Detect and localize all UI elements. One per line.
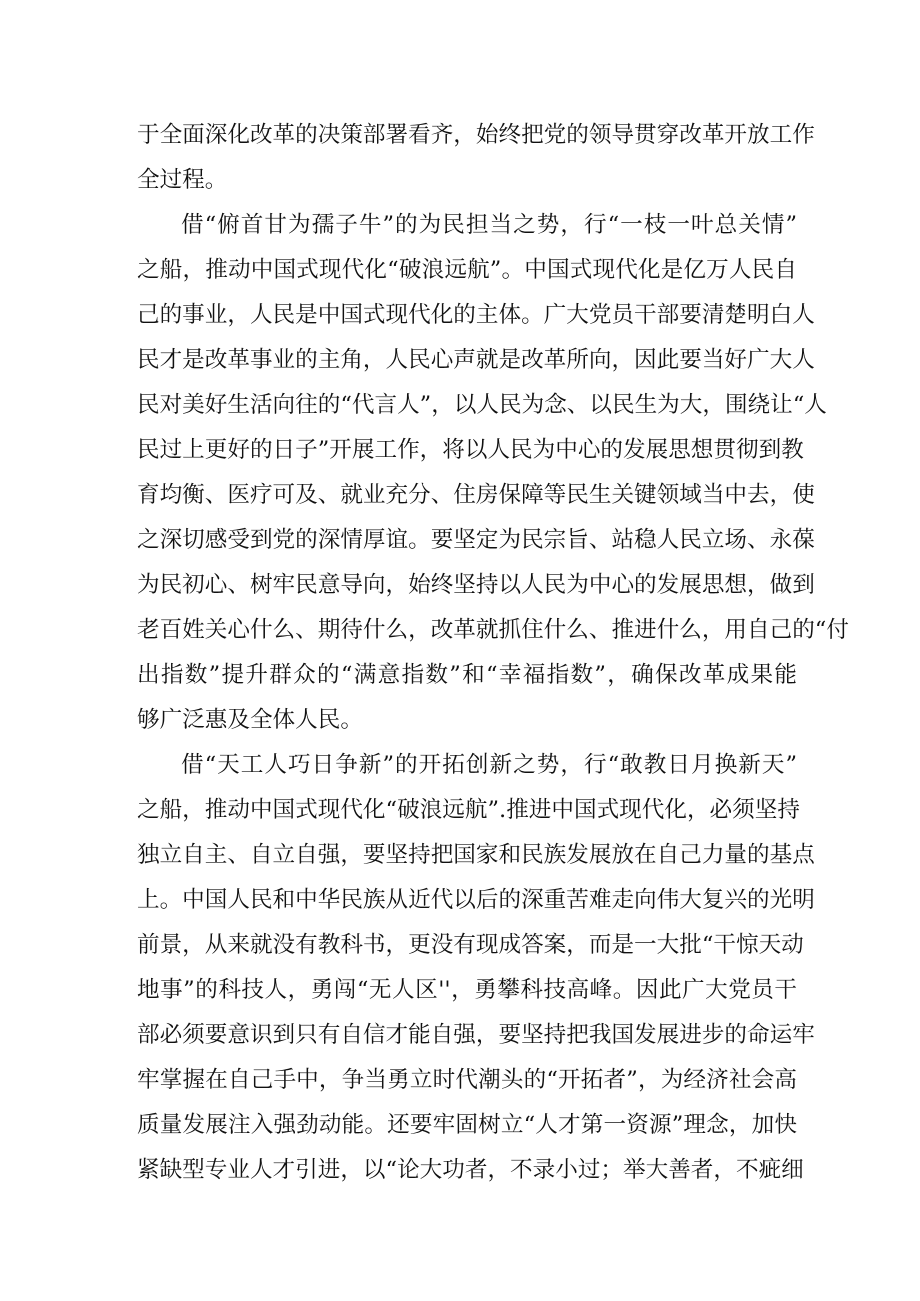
text-line: 上。中国人民和中华民族从近代以后的深重苦难走向伟大复兴的光明 [137, 887, 815, 913]
text-line: 出指数”提升群众的“满意指数”和“幸福指数”，确保改革成果能 [137, 662, 797, 688]
text-line: 之船，推动中国式现代化“破浪远航”.推进中国式现代化，必须坚持 [137, 797, 800, 823]
text-line: 民才是改革事业的主角，人民心声就是改革所向，因此要当好广大人 [137, 347, 815, 373]
text-line: 独立自主、自立自强，要坚持把国家和民族发展放在自己力量的基点 [137, 842, 815, 868]
text-line: 民对美好生活向往的“代言人”，以人民为念、以民生为大，围绕让“人 [137, 392, 827, 418]
text-line: 紧缺型专业人才引进，以“论大功者，不录小过；举大善者，不疵细 [137, 1157, 804, 1183]
text-line: 牢掌握在自己手中，争当勇立时代潮头的“开拓者”，为经济社会高 [137, 1067, 797, 1093]
text-line: 借“天工人巧日争新”的开拓创新之势，行“敢教日月换新天” [181, 752, 797, 778]
text-line: 质量发展注入强劲动能。还要牢固树立“人才第一资源”理念，加快 [137, 1112, 797, 1138]
text-line: 借“俯首甘为孺子牛”的为民担当之势，行“一枝一叶总关情” [181, 212, 797, 238]
text-line: 老百姓关心什么、期待什么，改革就抓住什么、推进什么，用自己的“付 [137, 617, 849, 643]
text-line: 全过程。 [137, 167, 228, 193]
text-line: 于全面深化改革的决策部署看齐，始终把党的领导贯穿改革开放工作 [137, 122, 815, 148]
text-line: 民过上更好的日子”开展工作，将以人民为中心的发展思想贯彻到教 [137, 437, 804, 463]
text-line: 之船，推动中国式现代化“破浪远航”。中国式现代化是亿万人民自 [137, 257, 797, 283]
text-line: 前景，从来就没有教科书，更没有现成答案，而是一大批“干惊天动 [137, 932, 804, 958]
text-line: 部必须要意识到只有自信才能自强，要坚持把我国发展进步的命运牢 [137, 1022, 815, 1048]
text-line: 够广泛惠及全体人民。 [137, 707, 363, 733]
text-line: 地事”的科技人，勇闯“无人区''，勇攀科技高峰。因此广大党员干 [137, 977, 797, 1003]
text-line: 为民初心、树牢民意导向，始终坚持以人民为中心的发展思想，做到 [137, 572, 815, 598]
text-line: 之深切感受到党的深情厚谊。要坚定为民宗旨、站稳人民立场、永葆 [137, 527, 815, 553]
text-line: 育均衡、医疗可及、就业充分、住房保障等民生关键领域当中去，使 [137, 482, 815, 508]
text-line: 己的事业，人民是中国式现代化的主体。广大党员干部要清楚明白人 [137, 302, 815, 328]
